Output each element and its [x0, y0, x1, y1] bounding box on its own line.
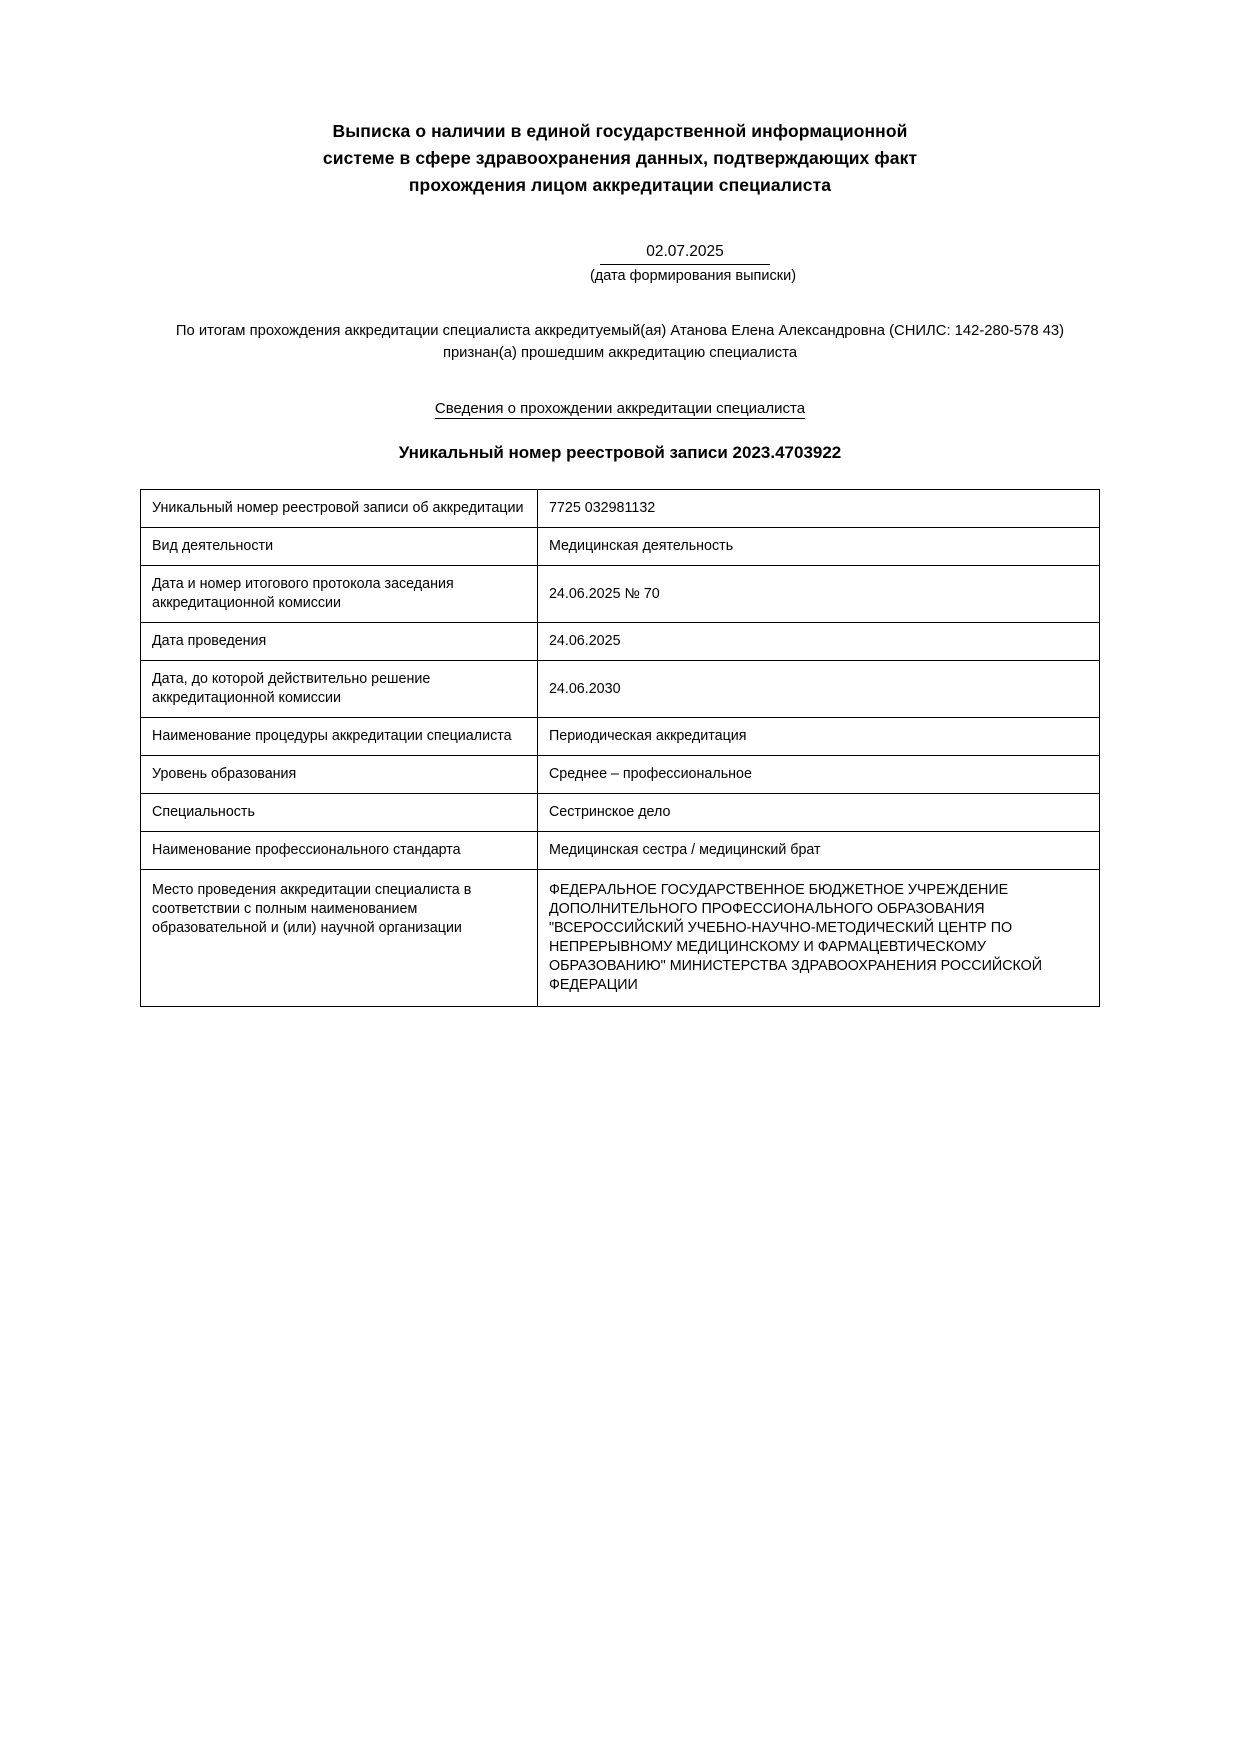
- table-row: [141, 794, 1100, 832]
- row-label: Наименование профессионального стандарта: [141, 832, 538, 870]
- record-number-heading: Уникальный номер реестровой записи 2023.4703922: [398, 443, 842, 463]
- row-label: Дата и номер итогового протокола заседания аккредитационной комиссии: [141, 566, 538, 623]
- page-title-line-2: системе в сфере здравоохранения данных, подтверждающих факт: [322, 148, 918, 169]
- table-row: [141, 623, 1100, 661]
- row-value: 24.06.2025: [537, 623, 1099, 661]
- section-heading: [140, 400, 1100, 417]
- row-label: Уровень образования: [141, 756, 538, 794]
- row-label: Специальность: [141, 794, 538, 832]
- page-title-line-3: прохождения лицом аккредитации специалиста: [408, 175, 832, 196]
- table-row: [141, 718, 1100, 756]
- formation-date-block: [140, 243, 1100, 284]
- table-row: [141, 832, 1100, 870]
- row-value: 7725 032981132: [537, 490, 1099, 528]
- table-row: [141, 528, 1100, 566]
- table-row: [141, 490, 1100, 528]
- row-label: Вид деятельности: [141, 528, 538, 566]
- table-row: [141, 870, 1100, 1007]
- row-value: Среднее – профессиональное: [537, 756, 1099, 794]
- row-value: Сестринское дело: [537, 794, 1099, 832]
- row-label: Наименование процедуры аккредитации специалиста: [141, 718, 538, 756]
- page-title-line-1: Выписка о наличии в единой государственной информационной: [332, 121, 908, 141]
- row-label: Место проведения аккредитации специалиста в соответствии с полным наименованием образовательной и (или) научной организации: [141, 870, 538, 1007]
- intro-paragraph: По итогам прохождения аккредитации специалиста аккредитуемый(ая) Атанова Елена Александровна (СНИЛС: 142-280-578 43) признан(а) прошедшим аккредитацию специалиста: [175, 322, 1065, 362]
- row-value: Медицинская деятельность: [537, 528, 1099, 566]
- page-title: [300, 118, 940, 199]
- row-value: ФЕДЕРАЛЬНОЕ ГОСУДАРСТВЕННОЕ БЮДЖЕТНОЕ УЧРЕЖДЕНИЕ ДОПОЛНИТЕЛЬНОГО ПРОФЕССИОНАЛЬНОГО ОБРАЗОВАНИЯ "ВСЕРОССИЙСКИЙ УЧЕБНО-НАУЧНО-МЕТОДИЧЕСКИЙ ЦЕНТР ПО НЕПРЕРЫВНОМУ МЕДИЦИНСКОМУ И ФАРМАЦЕВТИЧЕСКОМУ ОБРАЗОВАНИЮ" МИНИСТЕРСТВА ЗДРАВООХРАНЕНИЯ РОССИЙСКОЙ ФЕДЕРАЦИИ: [537, 870, 1099, 1007]
- table-row: [141, 661, 1100, 718]
- row-label: Уникальный номер реестровой записи об аккредитации: [141, 490, 538, 528]
- table-row: [141, 566, 1100, 623]
- formation-date-caption: (дата формирования выписки): [589, 267, 797, 284]
- accreditation-details-table: [140, 489, 1100, 1007]
- section-heading-text: Сведения о прохождении аккредитации специалиста: [434, 400, 806, 418]
- row-label: Дата проведения: [141, 623, 538, 661]
- row-value: Периодическая аккредитация: [537, 718, 1099, 756]
- table-row: [141, 756, 1100, 794]
- row-label: Дата, до которой действительно решение аккредитационной комиссии: [141, 661, 538, 718]
- row-value: Медицинская сестра / медицинский брат: [537, 832, 1099, 870]
- row-value: 24.06.2025 № 70: [537, 566, 1099, 623]
- formation-date-value: 02.07.2025: [600, 243, 770, 265]
- row-value: 24.06.2030: [537, 661, 1099, 718]
